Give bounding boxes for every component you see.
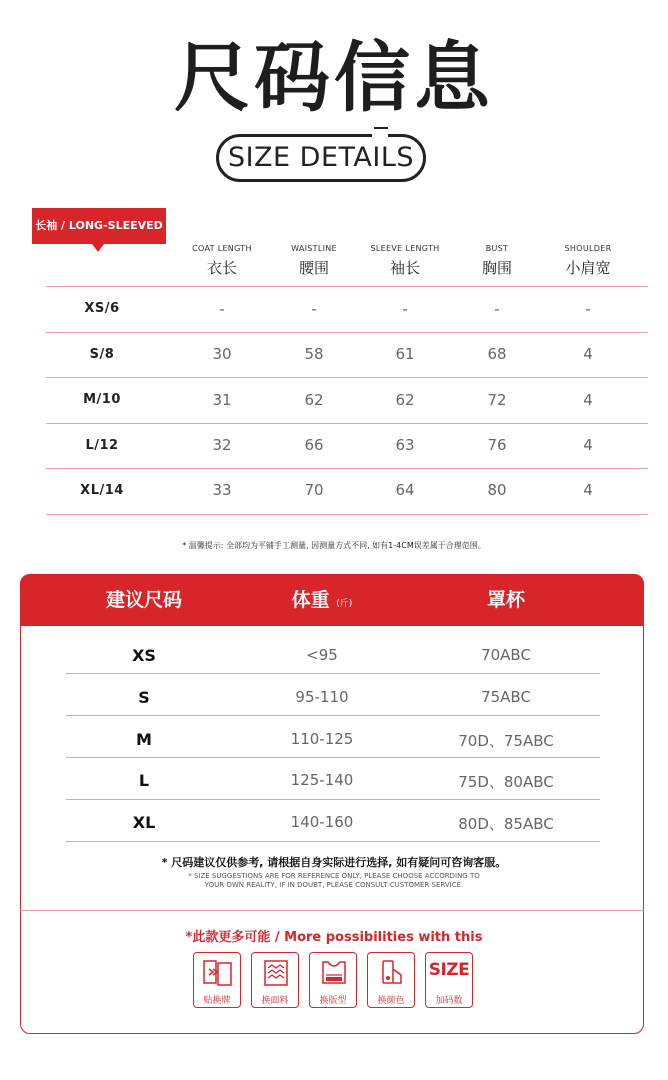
table-cell: 61	[395, 345, 415, 363]
rec-weight: 110-125	[290, 730, 354, 748]
table-cell: -	[219, 300, 225, 318]
table-cell: 31	[212, 391, 232, 409]
option-size-add[interactable]	[425, 952, 473, 1008]
table-cell: -	[311, 300, 317, 318]
col-sleeve-length: SLEEVE LENGTH 袖长	[370, 244, 440, 277]
table-cell: 76	[487, 436, 507, 454]
size-add-icon: SIZE	[428, 960, 470, 980]
table-rule	[46, 423, 648, 424]
tag-pointer	[92, 244, 104, 252]
rec-size: S	[138, 688, 150, 707]
suggestion-note: * 尺码建议仅供参考, 请根据自身实际进行选择, 如有疑问可咨询客服。	[161, 856, 507, 869]
table-cell: 33	[212, 481, 232, 499]
col-waistline: WAISTLINE 腰围	[291, 244, 337, 277]
rec-cup: 70ABC	[481, 646, 531, 664]
header-size: 建议尺码	[105, 589, 182, 611]
table-rule	[46, 286, 648, 287]
col-coat-length: COAT LENGTH 衣长	[192, 244, 252, 277]
table-cell: 4	[583, 436, 593, 454]
table-cell: 32	[212, 436, 232, 454]
option-label-swap[interactable]	[193, 952, 241, 1008]
table-cell: 63	[395, 436, 415, 454]
table-cell: 4	[583, 391, 593, 409]
option-fabric-swap[interactable]	[251, 952, 299, 1008]
col-shoulder: SHOULDER 小肩宽	[564, 244, 612, 277]
table-rule	[46, 332, 648, 333]
rec-weight: 140-160	[290, 813, 354, 831]
suggestion-note-en: * SIZE SUGGESTIONS ARE FOR REFERENCE ONLY, PLEASE CHOOSE ACCORDING TO YOUR OWN REALITY, IF IN DOUBT, PLEASE CONSULT CUSTOMER SERVICE.	[188, 872, 480, 889]
row-size-label: S/8	[89, 347, 115, 362]
table-cell: 62	[395, 391, 415, 409]
rec-weight: <95	[306, 646, 338, 664]
row-size-label: XS/6	[84, 301, 120, 316]
table-rule	[46, 468, 648, 469]
table-cell: -	[494, 300, 500, 318]
style-swap-icon	[317, 957, 351, 989]
table-rule	[46, 514, 648, 515]
table-cell: 62	[304, 391, 324, 409]
page-subtitle: SIZE DETAILS	[227, 142, 415, 173]
table-cell: 80	[487, 481, 507, 499]
rec-size: XS	[132, 646, 156, 665]
weight-unit: (斤)	[336, 599, 353, 609]
table-cell: 30	[212, 345, 232, 363]
table-cell: 4	[583, 481, 593, 499]
rec-size: XL	[132, 813, 156, 832]
col-bust: BUST 胸围	[481, 244, 512, 277]
table-cell: 68	[487, 345, 507, 363]
option-style-swap[interactable]	[309, 952, 357, 1008]
option-label: 贴换牌	[203, 996, 231, 1006]
row-size-label: L/12	[85, 438, 119, 453]
more-options-heading: *此款更多可能 / More possibilities with this	[185, 930, 483, 945]
rec-weight: 125-140	[290, 771, 354, 789]
rec-cup: 75ABC	[481, 688, 531, 706]
rec-rule	[66, 841, 600, 842]
label-swap-icon	[201, 957, 235, 989]
rec-cup: 70D、75ABC	[458, 732, 554, 750]
color-swap-icon	[375, 957, 409, 989]
rec-cup: 75D、80ABC	[458, 773, 554, 791]
rec-rule	[66, 715, 600, 716]
pill-mark	[374, 127, 388, 133]
table-rule	[46, 377, 648, 378]
option-label: 换版型	[319, 996, 347, 1006]
rec-size: L	[138, 771, 150, 790]
page-title: 尺码信息	[174, 33, 494, 122]
rec-cup: 80D、85ABC	[458, 815, 554, 833]
measurement-note: * 温馨提示: 全部均为平铺手工测量, 因测量方式不同, 如有1-4CM误差属于合理范围。	[182, 541, 486, 550]
table-cell: 72	[487, 391, 507, 409]
option-color-swap[interactable]	[367, 952, 415, 1008]
rec-weight: 95-110	[295, 688, 349, 706]
table-cell: -	[402, 300, 408, 318]
section-divider	[20, 910, 644, 911]
rec-rule	[66, 799, 600, 800]
option-label: 换颜色	[377, 996, 405, 1006]
table-cell: 4	[583, 345, 593, 363]
sleeve-tag: 长袖 / LONG-SLEEVED	[32, 208, 166, 244]
row-size-label: M/10	[83, 392, 121, 407]
header-weight: 体重 (斤)	[291, 589, 353, 611]
table-cell: 58	[304, 345, 324, 363]
table-cell: 64	[395, 481, 415, 499]
option-label: 加码数	[435, 996, 463, 1006]
option-label: 换面料	[261, 996, 289, 1006]
rec-rule	[66, 757, 600, 758]
rec-size: M	[136, 730, 152, 749]
rec-rule	[66, 673, 600, 674]
fabric-swap-icon	[259, 957, 293, 989]
row-size-label: XL/14	[80, 483, 124, 498]
header-cup: 罩杯	[486, 589, 525, 611]
table-cell: 66	[304, 436, 324, 454]
table-cell: -	[585, 300, 591, 318]
table-cell: 70	[304, 481, 324, 499]
